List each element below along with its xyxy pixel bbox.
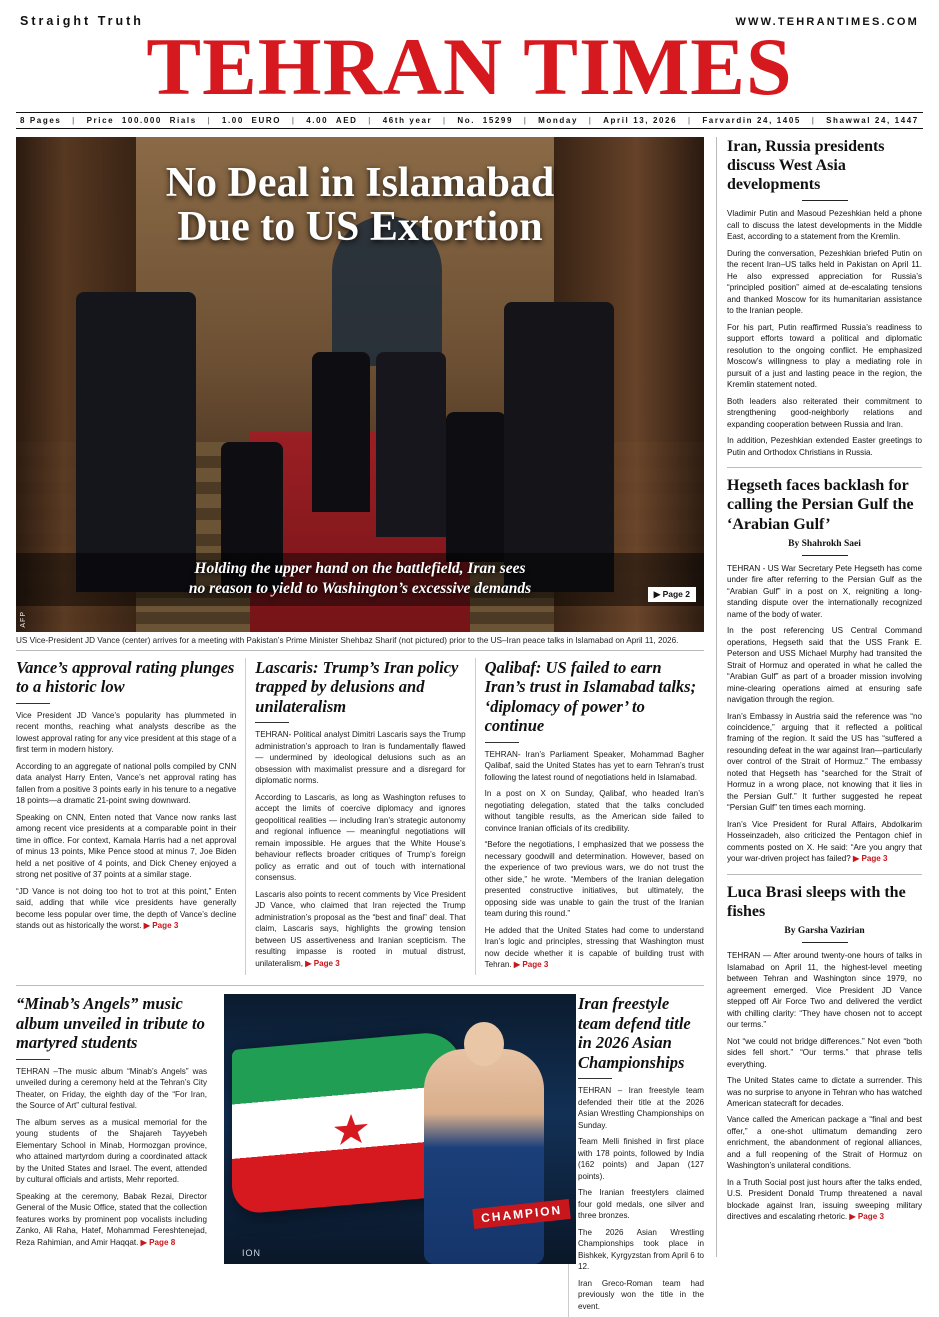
divider (578, 1078, 612, 1079)
website-url[interactable]: WWW.TEHRANTIMES.COM (735, 16, 919, 28)
story-paragraph: For his part, Putin reaffirmed Russia’s readiness to support efforts toward a political and diplomatic resolution to the ongoing conflict. He emphasized Moscow’s willingness to play a mediating role in pursuit of a just and lasting peace in the region, the Kremlin statement noted. (727, 322, 922, 390)
three-column-stories (16, 658, 704, 976)
lead-caption-band (16, 553, 704, 606)
price-label: Price (86, 115, 115, 125)
story-paragraph: Not “we could not bridge differences.” Not even “both sides fell short.” “Our terms.” that phrase tells everything. (727, 1036, 922, 1069)
story-paragraph: TEHRAN- Political analyst Dimitri Lascaris says the Trump administration’s approach to Iran is fundamentally flawed — undermined by ideological delusions such as an obsession with maximalist pressure and a disregard for diplomatic norms. (255, 730, 466, 786)
wrestling-photo-image (224, 994, 576, 1264)
story-paragraph: TEHRAN – Iran freestyle team defended their title at the 2026 Asian Wrestling Championships on Sunday. (578, 1086, 704, 1130)
weekday: Monday (538, 115, 578, 125)
page-reference[interactable]: ▶ Page 3 (852, 854, 888, 864)
story-paragraph: TEHRAN- Iran’s Parliament Speaker, Mohammad Bagher Qalibaf, said the United States has yet to earn Tehran’s trust following the latest round of negotiations held in Islamabad. (484, 749, 704, 782)
publication-year: 46th year (382, 115, 433, 125)
photo-figure (76, 292, 196, 592)
divider (802, 200, 848, 201)
mat-logo-text: ION (242, 1248, 262, 1259)
euro-label: EURO (251, 115, 282, 125)
story-paragraph: During the conversation, Pezeshkian briefed Putin on the recent Iran–US talks held in Pakistan on April 11. He also expressed appreciation for Russia’s “principled position” aimed at de-escalating tensions and thanked Moscow for its humanitarian assistance to the Iranian people. (727, 248, 922, 316)
rail-story-hegseth (727, 476, 922, 865)
story-paragraph-text: Iran’s Vice President for Rural Affairs, Abdolkarim Hosseinzadeh, also criticized the Pentagon chief in comments posted on X. He said: “Are you angry that your war-driven project has failed? (727, 819, 922, 864)
story-paragraph-text: “JD Vance is not doing too hot to trot at this point,” Enten said, adding that while vice presidents have generally become less popular over time, the depth of Vance’s decline stands out as historically the worst. (16, 886, 237, 931)
story-paragraph: The album serves as a musical memorial for the young students of the Shajareh Tayyebeh Elementary School in Minab, Hormozgan province, who attained martyrdom during a coordinated attack by the United States and Israel. The event, attended by cultural officials and artists, Mehr reported. (16, 1117, 207, 1185)
story-headline[interactable]: Iran, Russia presidents discuss West Asia developments (727, 137, 885, 194)
currency: Rials (169, 115, 197, 125)
divider (727, 874, 922, 875)
page-reference[interactable]: ▶ Page 3 (143, 921, 179, 931)
story-paragraph-text: Lascaris also points to recent comments by Vice President JD Vance, who claimed that Iran rejected the Trump administration’s proposal as the “best and final” deal. That claim, Lascaris says, highlights the growing tension between US assertiveness and Iranian scepticism. The resulting impasse is rooted in mutual distrust, unilateralism, (255, 889, 466, 968)
page-reference[interactable]: ▶ Page 3 (305, 958, 340, 968)
page-reference[interactable]: ▶ Page 8 (140, 1237, 176, 1247)
story-music-album (16, 994, 216, 1317)
wrestling-photo-block (216, 994, 568, 1317)
divider (16, 703, 50, 704)
story-paragraph: The Iranian freestylers claimed four gold medals, one silver and three bronzes. (578, 1188, 704, 1221)
story-paragraph: Team Melli finished in first place with 178 points, followed by India (162 points) and Japan (127 points). (578, 1137, 704, 1181)
story-paragraph: “Before the negotiations, I emphasized that we possess the necessary goodwill and determination. However, based on the experience of two previous wars, we do not trust the other side,” he wrote. “Members of the Iranian delegation presented constructive initiatives, but ultimately, the opposing side was unable to gain the trust of the Iranian team during this round.” (484, 840, 704, 919)
issue-no-value: 15299 (482, 115, 514, 125)
issue-info-bar: 8 Pages | Price 100.000 Rials | 1.00 EURO | 4.00 AED | 46th year | No. 15299 | Monday | April 13, 2026 | Farvardin 24, 1405 | Shawwal 24, 1447 (16, 112, 923, 129)
page-reference[interactable]: ▶ Page 3 (849, 1212, 884, 1222)
lead-page-reference[interactable]: ▶ Page 2 (648, 587, 696, 602)
byline: By Garsha Vazirian (784, 926, 865, 937)
page-reference[interactable]: ▶ Page 3 (513, 960, 549, 969)
story-paragraph-text: Speaking at the ceremony, Babak Rezai, Director General of the Music Office, stated that the collection features works by prominent pop vocalists including Zanko, Ali Raha, Hatef, Mohammad Fereshtenejad, Reza Rahimian, and Amir Haqqat. (16, 1191, 207, 1247)
lead-caption-line1: Holding the upper hand on the battlefield, Iran sees (194, 560, 526, 578)
hijri-date: Shawwal 24, 1447 (826, 115, 919, 125)
gregorian-date: April 13, 2026 (603, 115, 678, 125)
champion-banner-text: CHAMPION (472, 1199, 571, 1229)
story-paragraph-text: He added that the United States had come to understand Iran’s logic and principles, stressing that Washington must now decide whether it is capable of building trust with Tehran. (484, 925, 704, 969)
divider (16, 1059, 50, 1060)
lead-headline-line1: No Deal in Islamabad (165, 159, 555, 206)
story-column-lascaris (245, 658, 474, 976)
photo-credit: AFP (20, 611, 27, 628)
issue-no-label: No. (457, 115, 476, 125)
photo-figure (376, 352, 446, 537)
story-column-qalibaf (475, 658, 704, 976)
story-paragraph: The United States came to dictate a surrender. This was no surprise to anyone in Tehran who has watched American statecraft for decades. (727, 1076, 922, 1108)
divider (802, 942, 848, 943)
story-paragraph: Vladimir Putin and Masoud Pezeshkian held a phone call to discuss the latest developments in the Middle East, according to a statement from the Kremlin. (727, 209, 922, 242)
usd-rate: 1.00 (221, 115, 244, 125)
lead-photo-block (16, 137, 704, 632)
story-paragraph: Iran Greco-Roman team had previously won the title in the event. (578, 1278, 704, 1311)
story-paragraph: Vice President JD Vance’s popularity has plummeted in recent months, reaching what analysts describe as the lowest approval rating for any vice president at this stage of a first term in modern history. (16, 710, 237, 755)
story-paragraph (16, 1191, 207, 1248)
main-column (16, 137, 716, 1311)
divider (255, 722, 289, 723)
story-paragraph: Both leaders also reiterated their commitment to strengthening good-neighborly relations and expanding cooperation between Russia and Iran. (727, 396, 922, 429)
story-paragraph (727, 1177, 922, 1223)
right-rail (716, 137, 922, 1257)
story-paragraph: Speaking on CNN, Enten noted that Vance now ranks last among recent vice presidents at a comparable point in their time in office. For context, Kamala Harris had a net approval of minus 13 points, Mike Pence stood at minus 7, Joe Biden held a net positive of 4 points, and Dick Cheney enjoyed a strong net positive of 37 points at a similar stage. (16, 812, 237, 880)
rail-story-luca-brasi (727, 883, 922, 1223)
story-headline[interactable]: Lascaris: Trump’s Iran policy trapped by delusions and unilateralism (255, 657, 459, 716)
story-paragraph: Vance called the American package a “final and best offer,” a one-shot ultimatum demanding zero enrichment, the abandonment of regional alliances, and a full reopening of the Strait of Hormuz on Washington’s unilateral conditions. (727, 1115, 922, 1171)
story-paragraph: The 2026 Asian Wrestling Championships took place in Bishkek, Kyrgyzstan from April 6 to 12. (578, 1227, 704, 1272)
lead-headline-line2: Due to US Extortion (177, 204, 543, 251)
story-headline[interactable]: Iran freestyle team defend title in 2026 Asian Championships (578, 994, 691, 1072)
lead-cutline: US Vice-President JD Vance (center) arrives for a meeting with Pakistan’s Prime Minister Shehbaz Sharif (not pictured) prior to the US–Iran peace talks in Islamabad on April 11, 2026. (16, 632, 704, 651)
lead-caption-line2: no reason to yield to Washington’s excessive demands (188, 579, 532, 597)
story-paragraph-text: In a Truth Social post just hours after the talks ended, U.S. President Donald Trump threatened a naval blockade against Iran, issuing sweeping military directives and escalating rhetoric. (727, 1177, 922, 1222)
story-paragraph (727, 819, 922, 865)
story-paragraph: TEHRAN - US War Secretary Pete Hegseth has come under fire after referring to the Persian Gulf as the “Arabian Gulf” in a post on X, reigniting a long-standing dispute over the internationally recognized name of the body of water. (727, 563, 922, 619)
newspaper-title: TEHRAN TIMES (146, 21, 793, 112)
story-paragraph: TEHRAN — After around twenty-one hours of talks in Islamabad on April 11, the highest-level meeting between Tehran and Washington since 1979, no agreement emerged. Vice President JD Vance stepped off Air Force Two and delivered the verdict with chilling clarity: “They have chosen not to accept our terms.” (727, 951, 922, 1030)
price-value: 100.000 (121, 115, 162, 125)
story-paragraph (485, 925, 704, 971)
photo-figure (504, 302, 614, 592)
divider (727, 467, 922, 468)
persian-date: Farvardin 24, 1405 (702, 115, 801, 125)
bottom-section (16, 985, 704, 1317)
divider (802, 555, 848, 556)
story-paragraph: In a post on X on Sunday, Qalibaf, who headed Iran’s negotiating delegation, stated that the talks concluded without tangible results, as the American side failed to convince Iranian officials of its credibility. (484, 789, 704, 833)
page-content (16, 137, 923, 1311)
slogan: Straight Truth (20, 14, 144, 28)
story-paragraph: According to Lascaris, as long as Washington refuses to accept the limits of coercive diplomacy and ignores geopolitical realities — including Iran’s strategic autonomy and regional influence — meaningful negotiations will remain impossible. He argues that the White House’s behaviour reflects broader critiques of Trump’s foreign policy as erratic and out of touch with international consensus. (255, 792, 466, 883)
divider (485, 742, 519, 743)
story-column-vance (16, 658, 245, 976)
byline: By Shahrokh Saei (788, 538, 861, 549)
story-wrestling (568, 994, 704, 1317)
eur-rate: 4.00 (306, 115, 329, 125)
story-headline[interactable]: “Minab’s Angels” music album unveiled in tribute to martyred students (16, 994, 205, 1053)
aed-label: AED (335, 115, 358, 125)
story-paragraph: TEHRAN –The music album “Minab’s Angels” was unveiled during a ceremony held at the Tehran’s City Theater, on Friday, the eighth day of the “For Iran, the Source of Art” cultural festival. (16, 1066, 207, 1111)
photo-figure (446, 412, 506, 562)
photo-figure (312, 352, 370, 512)
story-paragraph (16, 886, 236, 932)
story-paragraph: In addition, Pezeshkian extended Easter greetings to Putin and Orthodox Christians in Russia. (727, 436, 922, 457)
story-paragraph: Iran’s Embassy in Austria said the reference was “no coincidence,” arguing that it reflected a political framing of the region. It said the US has “suffered a resounding defeat in the war against Iran—particularly over control of the Strait of Hormuz.” The embassy noted that Hegseth has “searched for the Strait of Hormuz in a wrong place, not knowing that it lies in the Persian Gulf.” It further suggested he repeat “Persian Gulf” ten times each morning. (727, 711, 922, 813)
athlete-figure (424, 1049, 544, 1264)
story-headline[interactable]: Vance’s approval rating plunges to a historic low (16, 657, 235, 697)
story-headline[interactable]: Qalibaf: US failed to earn Iran’s trust in Islamabad talks; ‘diplomacy of power’ to continue (484, 657, 697, 736)
story-paragraph (255, 889, 465, 969)
story-paragraph: In the post referencing US Central Command operations, Hegseth said that the USS Frank E. Peterson and USS Michael Murphy had transited the Strait of Hormuz and operated in what he called the “Arabian Gulf” as part of a broader mission involving mine-clearing operations aimed at ensuring safe navigation through the region. (727, 626, 922, 705)
story-headline[interactable]: Hegseth faces backlash for calling the Persian Gulf the ‘Arabian Gulf’ (727, 477, 914, 533)
story-paragraph: According to an aggregate of national polls compiled by CNN data analyst Harry Enten, Vance’s net approval rating has fallen from a positive 3 points early in his tenure to a negative 18 points—a dramatic 21-point swing downward. (16, 761, 237, 806)
story-headline[interactable]: Luca Brasi sleeps with the fishes (727, 883, 906, 920)
rail-story-putin (727, 137, 922, 458)
pages-count: 8 Pages (20, 115, 62, 125)
lead-headline (16, 161, 704, 250)
